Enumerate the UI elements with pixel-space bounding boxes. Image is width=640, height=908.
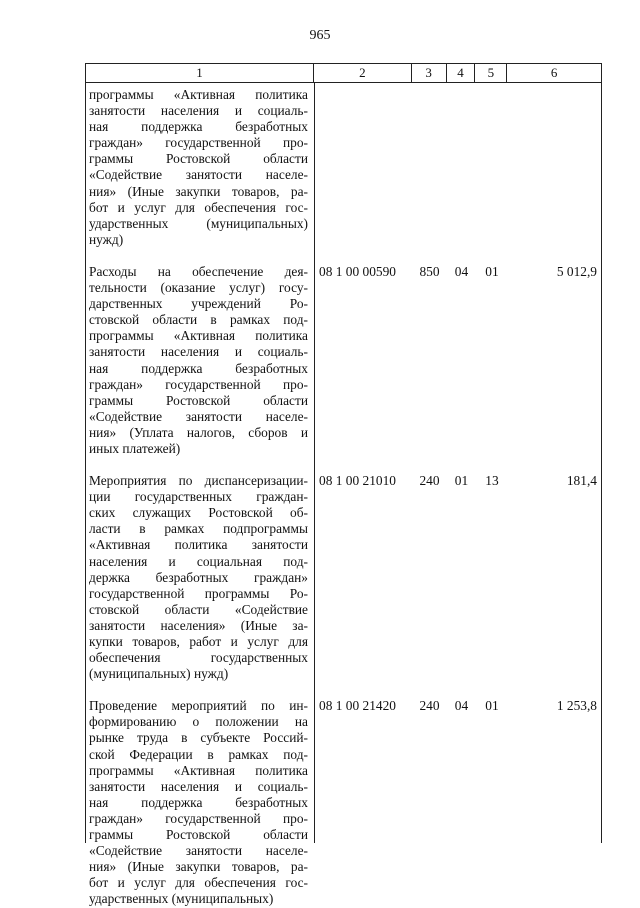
description-line: (муниципальных) нужд) xyxy=(89,666,229,682)
description-line: ской Федерации в рамках под- xyxy=(89,746,308,762)
description-line: обеспечения государственных xyxy=(89,650,308,666)
description-line: Расходы на обеспечение дея- xyxy=(89,263,308,279)
description-line: «Содействие занятости населе- xyxy=(89,843,308,859)
description-line: ния» (Иные закупки товаров, ра- xyxy=(89,183,308,199)
row-description xyxy=(85,473,314,682)
description-line: программы «Активная политика xyxy=(89,328,308,344)
description-line: граждан» государственной про- xyxy=(89,135,308,151)
row-description xyxy=(85,87,314,248)
row-code: 08 1 00 21010 xyxy=(319,473,396,489)
table-row xyxy=(85,87,602,248)
row-amount xyxy=(508,87,602,248)
table-header xyxy=(85,63,602,83)
header-col-4: 4 xyxy=(447,64,476,82)
description-line: ласти в рамках подпрограммы xyxy=(89,521,308,537)
description-line: занятости населения и социаль- xyxy=(89,778,308,794)
description-line: формированию о положении на xyxy=(89,714,308,730)
description-line: стовской области в рамках под- xyxy=(89,312,308,328)
row-expense-type: 240 xyxy=(419,698,440,714)
description-line: занятости населения и социаль- xyxy=(89,344,308,360)
header-col-3: 3 xyxy=(412,64,447,82)
description-line: купки товаров, работ и услуг для xyxy=(89,634,308,649)
description-line: бот и услуг для обеспечения гос- xyxy=(89,199,308,215)
row-section: 01 xyxy=(454,473,469,489)
description-line: государственной программы Ро- xyxy=(89,585,308,601)
description-line: граждан» государственной про- xyxy=(89,376,308,392)
header-col-2: 2 xyxy=(314,64,412,82)
description-line: граждан» государственной про- xyxy=(89,810,308,826)
description-line: тельности (оказание услуг) госу- xyxy=(89,280,308,296)
row-amount: 181,4 xyxy=(566,473,597,489)
description-line: бот и услуг для обеспечения гос- xyxy=(89,875,308,891)
description-line: ских служащих Ростовской об- xyxy=(89,505,308,521)
table-body xyxy=(85,87,602,908)
row-section: 04 xyxy=(454,263,469,279)
row-code xyxy=(314,87,412,248)
row-subsection xyxy=(476,87,508,248)
row-amount: 5 012,9 xyxy=(556,263,597,279)
table-row xyxy=(85,264,602,457)
description-line: занятости населения» (Иные за- xyxy=(89,617,308,633)
description-line: ударственных (муниципальных) xyxy=(89,215,308,231)
row-description xyxy=(85,264,314,457)
description-line: ния» (Уплата налогов, сборов и xyxy=(89,424,308,440)
header-col-5: 5 xyxy=(475,64,507,82)
description-line: ная поддержка безработных xyxy=(89,794,308,810)
table-row xyxy=(85,473,602,682)
description-line: программы «Активная политика xyxy=(89,87,308,102)
header-col-1: 1 xyxy=(86,64,314,82)
description-line: дарственных учреждений Ро- xyxy=(89,296,308,312)
description-line: ния» (Иные закупки товаров, ра- xyxy=(89,859,308,875)
description-line: граммы Ростовской области xyxy=(89,151,308,167)
row-code: 08 1 00 21420 xyxy=(319,698,396,714)
description-line: ударственных (муниципальных) xyxy=(89,891,274,907)
description-line: рынке труда в субъекте Россий- xyxy=(89,730,308,746)
row-subsection: 13 xyxy=(485,473,499,489)
description-line: ная поддержка безработных xyxy=(89,360,308,376)
description-line: держка безработных граждан» xyxy=(89,569,308,585)
description-line: граммы Ростовской области xyxy=(89,392,308,408)
description-line: программы «Активная политика xyxy=(89,762,308,778)
description-line: ции государственных граждан- xyxy=(89,489,308,505)
header-col-6: 6 xyxy=(550,65,558,80)
description-line: ная поддержка безработных xyxy=(89,119,308,135)
row-amount: 1 253,8 xyxy=(556,698,597,714)
description-line: населения и социальная под- xyxy=(89,553,308,569)
description-line: нужд) xyxy=(89,231,124,247)
row-expense-type: 240 xyxy=(419,473,440,489)
row-section xyxy=(447,87,476,248)
description-line: стовской области «Содействие xyxy=(89,601,308,617)
description-line: «Активная политика занятости xyxy=(89,537,308,553)
description-line: занятости населения и социаль- xyxy=(89,103,308,119)
row-code: 08 1 00 00590 xyxy=(319,263,396,279)
page-number: 965 xyxy=(309,28,331,43)
row-section: 04 xyxy=(454,698,469,714)
description-line: граммы Ростовской области xyxy=(89,827,308,843)
description-line: Мероприятия по диспансеризации- xyxy=(89,473,308,489)
row-subsection: 01 xyxy=(485,698,499,714)
description-line: иных платежей) xyxy=(89,440,181,456)
row-expense-type xyxy=(412,87,447,248)
description-line: «Содействие занятости населе- xyxy=(89,408,308,424)
row-description xyxy=(85,698,314,907)
description-line: Проведение мероприятий по ин- xyxy=(89,698,308,714)
row-expense-type: 850 xyxy=(419,263,440,279)
table-row xyxy=(85,698,602,907)
row-subsection: 01 xyxy=(485,263,499,279)
description-line: «Содействие занятости населе- xyxy=(89,167,308,183)
